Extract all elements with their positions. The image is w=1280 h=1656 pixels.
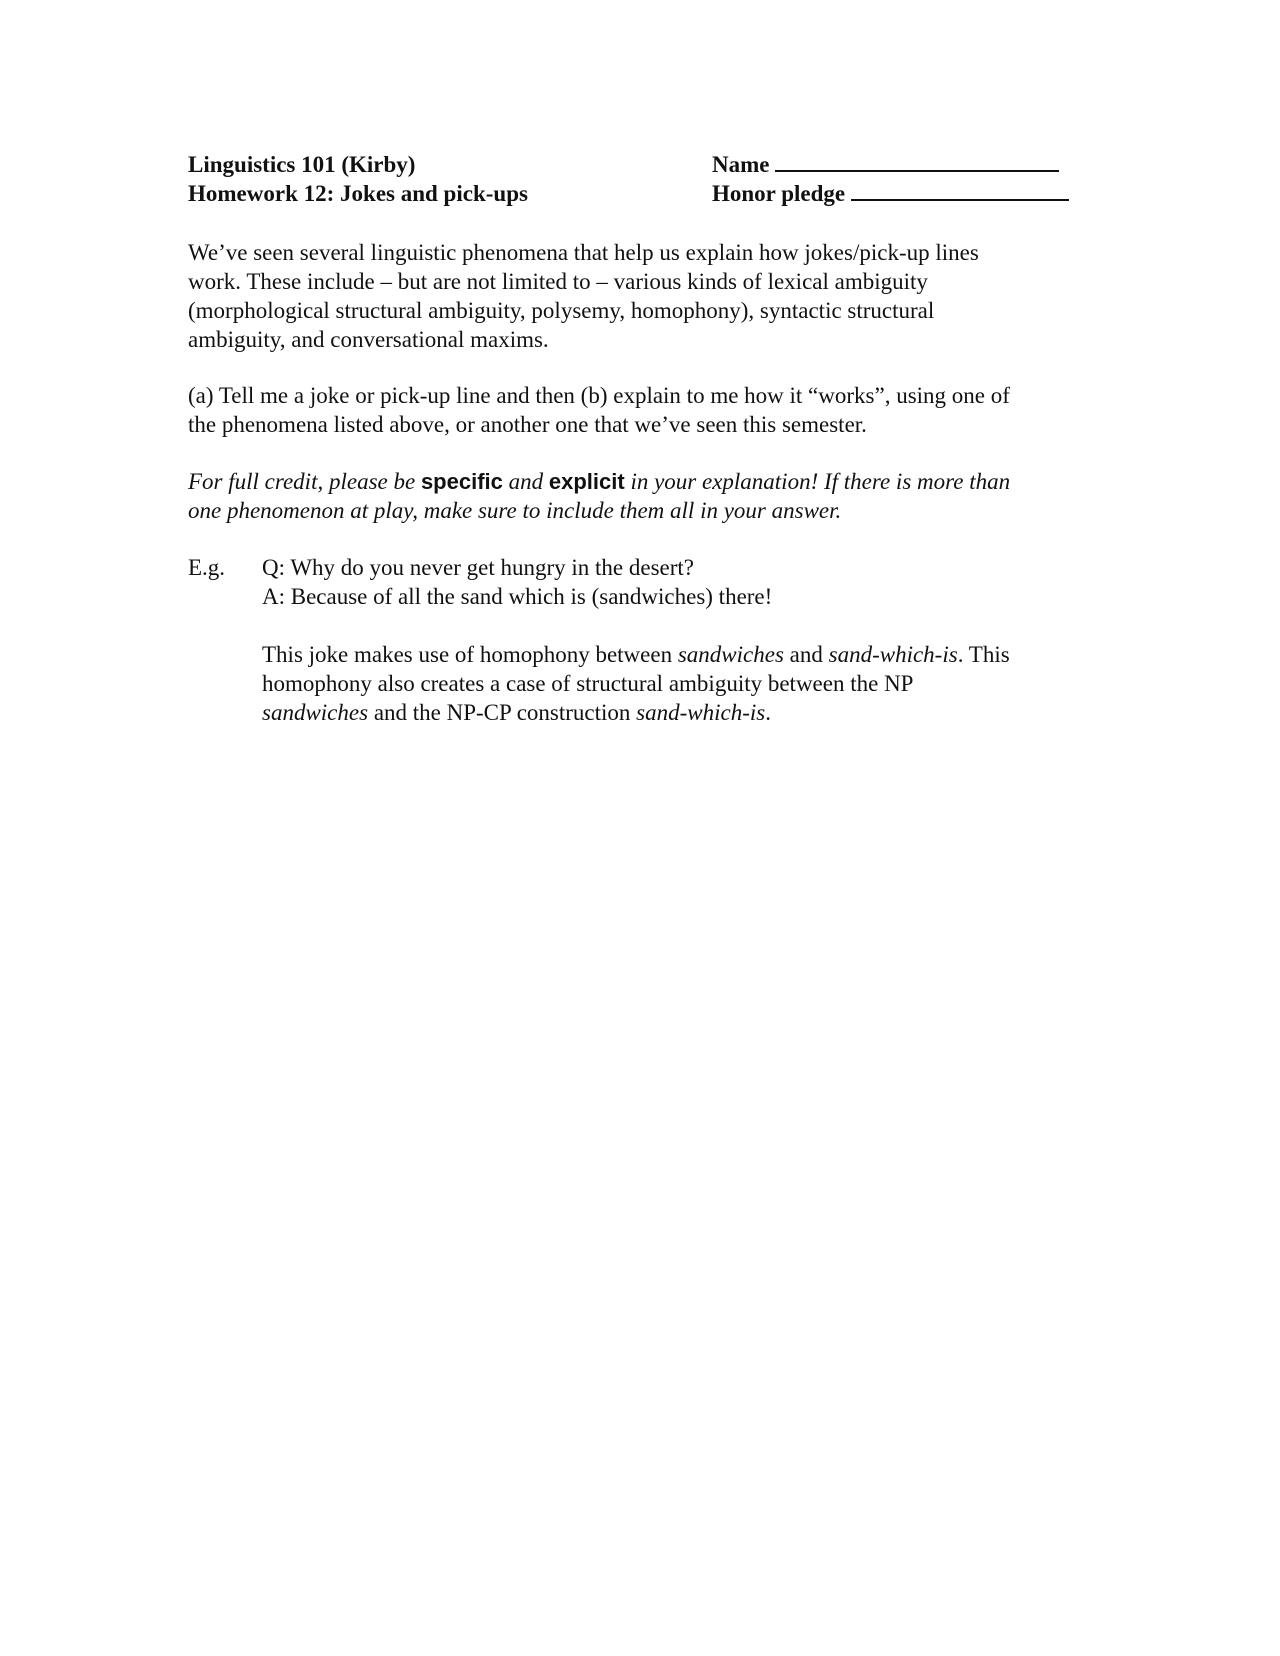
emphasis-specific: specific <box>420 469 503 494</box>
term-sandwiches: sandwiches <box>262 700 369 725</box>
intro-line: (morphological structural ambiguity, polysemy, homophony), syntactic structural <box>188 298 935 323</box>
intro-line: work. These include – but are not limited to – various kinds of lexical ambiguity <box>188 269 928 294</box>
explanation-text: This joke makes use of homophony between <box>262 642 678 667</box>
example-block <box>262 553 1102 727</box>
name-label: Name <box>712 152 770 177</box>
example-label: E.g. <box>188 555 226 580</box>
honor-pledge-label: Honor pledge <box>712 181 846 206</box>
assignment-title: Homework 12: Jokes and pick-ups <box>188 181 528 206</box>
term-sand-which-is: sand-which-is <box>636 700 766 725</box>
credit-note-line: one phenomenon at play, make sure to include them all in your answer. <box>188 498 842 523</box>
credit-note-text: in your explanation! If there is more than <box>624 469 1011 494</box>
explanation-text: and the NP-CP construction <box>368 700 637 725</box>
document-header <box>188 150 1088 208</box>
explanation-text: and <box>783 642 829 667</box>
intro-line: ambiguity, and conversational maxims. <box>188 327 549 352</box>
credit-note-line <box>188 467 1088 496</box>
explanation-text: . This <box>957 642 1010 667</box>
credit-note-paragraph <box>188 467 1088 525</box>
intro-paragraph <box>188 238 1088 354</box>
term-sand-which-is: sand-which-is <box>828 642 958 667</box>
instructions-line: (a) Tell me a joke or pick-up line and then (b) explain to me how it “works”, using one of <box>188 383 1010 408</box>
credit-note-text: and <box>502 469 549 494</box>
instructions-line: the phenomena listed above, or another one that we’ve seen this semester. <box>188 412 867 437</box>
header-row-2 <box>188 179 1088 208</box>
name-blank-line[interactable] <box>775 150 1059 172</box>
honor-pledge-field <box>712 179 1069 208</box>
intro-line: We’ve seen several linguistic phenomena that help us explain how jokes/pick-up lines <box>188 240 979 265</box>
example-explanation <box>262 640 1102 727</box>
example-question: Q: Why do you never get hungry in the desert? <box>262 555 694 580</box>
emphasis-explicit: explicit <box>548 469 625 494</box>
credit-note-text: For full credit, please be <box>188 469 421 494</box>
explanation-text: . <box>765 700 771 725</box>
honor-pledge-blank-line[interactable] <box>851 179 1069 201</box>
explanation-line: homophony also creates a case of structural ambiguity between the NP <box>262 671 914 696</box>
explanation-line <box>262 698 1102 727</box>
explanation-line <box>262 640 1102 669</box>
header-row-1 <box>188 150 1088 179</box>
term-sandwiches: sandwiches <box>677 642 784 667</box>
example-answer: A: Because of all the sand which is (sandwiches) there! <box>262 584 773 609</box>
instructions-paragraph <box>188 381 1088 439</box>
course-title: Linguistics 101 (Kirby) <box>188 152 416 177</box>
name-field <box>712 150 1059 179</box>
